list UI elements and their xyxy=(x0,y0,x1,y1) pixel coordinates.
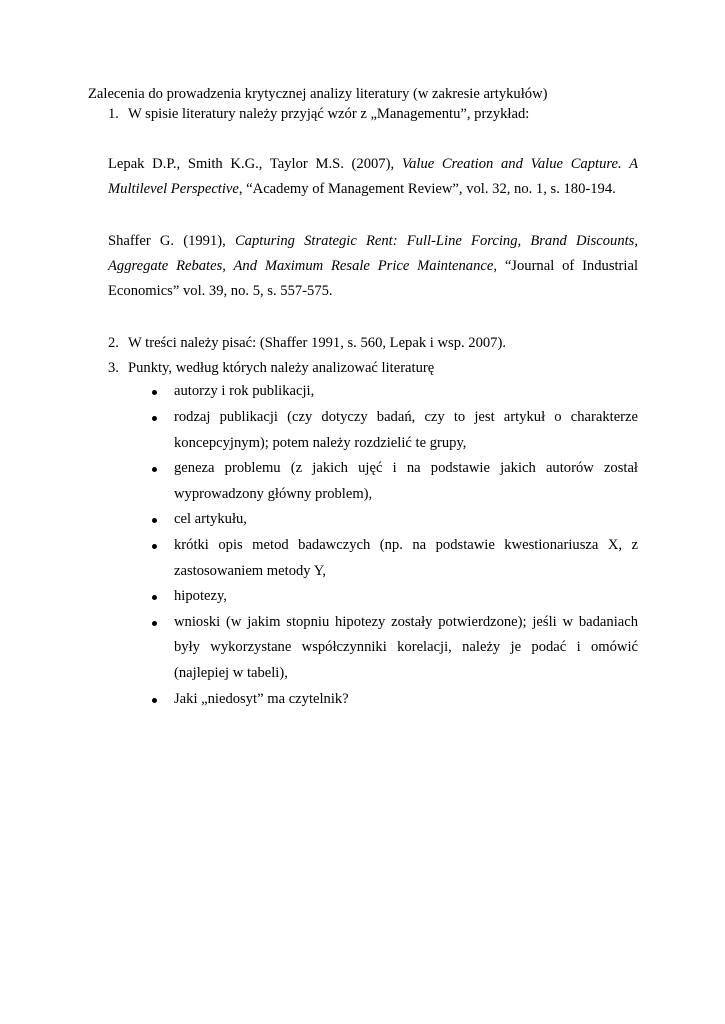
item-text: W treści należy pisać: (Shaffer 1991, s. 560, Lepak i wsp. 2007). xyxy=(128,335,506,352)
list-item: autorzy i rok publikacji, xyxy=(88,379,638,405)
item-number: 3. xyxy=(108,360,119,377)
list-item: wnioski (w jakim stopniu hipotezy zostały potwierdzone); jeśli w badaniach były wykorzystane współczynniki korelacji, należy je podać i omówić (najlepiej w tabeli), xyxy=(88,610,638,687)
numbered-item-1 xyxy=(88,104,638,124)
list-item: geneza problemu (z jakich ujęć i na podstawie jakich autorów został wyprowadzony główny problem), xyxy=(88,456,638,507)
reference-source: , “Academy of Management Review”, vol. 32, no. 1, s. 180-194. xyxy=(238,181,616,198)
reference-lepak xyxy=(108,152,638,203)
reference-source: , “Journal of Industrial Economics” vol. 39, no. 5, s. 557-575. xyxy=(108,257,638,300)
list-item: Jaki „niedosyt” ma czytelnik? xyxy=(88,687,638,713)
list-item: cel artykułu, xyxy=(88,507,638,533)
numbered-item-3 xyxy=(88,358,638,378)
bullet-icon xyxy=(152,698,157,703)
list-item: krótki opis metod badawczych (np. na podstawie kwestionariusza X, z zastosowaniem metody Y, xyxy=(88,533,638,584)
numbered-item-2 xyxy=(88,333,638,353)
reference-authors: Lepak D.P., Smith K.G., Taylor M.S. (2007), xyxy=(108,156,402,172)
list-item: rodzaj publikacji (czy dotyczy badań, czy to jest artykuł o charakterze koncepcyjnym); potem należy rozdzielić te grupy, xyxy=(88,405,638,456)
item-number: 2. xyxy=(108,335,119,352)
item-text: Punkty, według których należy analizować literaturę xyxy=(128,360,435,377)
bullet-icon xyxy=(152,467,157,472)
reference-shaffer xyxy=(108,229,638,305)
bullet-icon xyxy=(152,544,157,549)
reference-authors: Shaffer G. (1991), xyxy=(108,232,235,249)
list-item: hipotezy, xyxy=(88,584,638,610)
item-number: 1. xyxy=(108,106,119,122)
reference-title: Capturing Strategic Rent: Full-Line Forcing, Brand Discounts, Aggregate Rebates, And Maximum Resale Price Maintenance xyxy=(108,232,638,274)
item-text: W spisie literatury należy przyjąć wzór z „Managementu”, przykład: xyxy=(128,106,530,122)
reference-title: Value Creation and Value Capture. A Multilevel Perspective xyxy=(108,156,638,198)
analysis-points-list xyxy=(88,379,638,712)
bullet-icon xyxy=(152,621,157,626)
document-body xyxy=(88,84,638,712)
bullet-icon xyxy=(152,390,157,395)
document-title: Zalecenia do prowadzenia krytycznej analizy literatury (w zakresie artykułów) xyxy=(88,86,548,102)
bullet-icon xyxy=(152,595,157,600)
bullet-icon xyxy=(152,518,157,523)
bullet-icon xyxy=(152,416,157,421)
